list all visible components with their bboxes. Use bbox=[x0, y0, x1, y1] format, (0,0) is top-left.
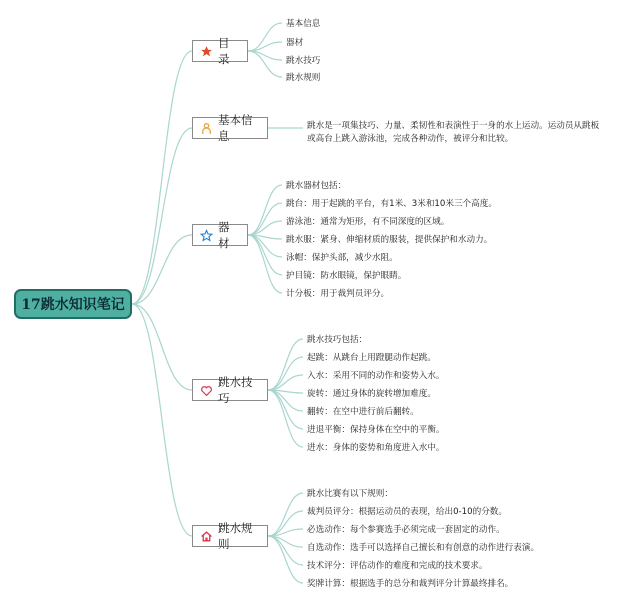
branch-rules[interactable] bbox=[192, 521, 268, 551]
list-item: 护目镜：防水眼镜，保护眼睛。 bbox=[286, 271, 407, 281]
leaf-connector bbox=[248, 203, 282, 235]
house-icon bbox=[200, 530, 213, 543]
branch-label: 基本信息 bbox=[218, 113, 253, 143]
list-item: 进退平衡：保持身体在空中的平衡。 bbox=[307, 425, 445, 435]
list-item: 游泳池：通常为矩形，有不同深度的区域。 bbox=[286, 217, 450, 227]
branch-connector bbox=[132, 235, 192, 304]
list-item: 器材 bbox=[286, 38, 304, 48]
branch-contents[interactable] bbox=[192, 36, 248, 66]
list-item: 跳水技巧包括： bbox=[307, 335, 368, 345]
list-item: 旋转：通过身体的旋转增加难度。 bbox=[307, 389, 436, 399]
list-item: 跳水规则 bbox=[286, 73, 321, 83]
list-item: 计分板：用于裁判员评分。 bbox=[286, 289, 390, 299]
branch-basic-info[interactable] bbox=[192, 113, 268, 143]
branch-label: 器材 bbox=[218, 220, 230, 250]
list-item: 起跳：从跳台上用蹬腿动作起跳。 bbox=[307, 353, 436, 363]
paragraph-text: 跳水是一项集技巧、力量、柔韧性和表演性于一身的水上运动。运动员从跳板或高台上跳入游泳池，完成各种动作，被评分和比较。 bbox=[307, 121, 600, 144]
leaf-connector bbox=[268, 390, 303, 429]
leaf-connector bbox=[268, 536, 303, 583]
list-item: 跳水服：紧身、伸缩材质的服装，提供保护和水动力。 bbox=[286, 235, 493, 245]
list-item: 技术评分：评估动作的难度和完成的技术要求。 bbox=[307, 561, 488, 571]
list-item: 入水：采用不同的动作和姿势入水。 bbox=[307, 371, 445, 381]
branch-techniques[interactable] bbox=[192, 375, 268, 405]
leaf-connector bbox=[248, 235, 282, 275]
heart-icon bbox=[200, 384, 213, 397]
list-item: 基本信息 bbox=[286, 19, 321, 29]
leaf-connector bbox=[248, 235, 282, 293]
list-item: 泳帽：保护头部，减少水阻。 bbox=[286, 253, 398, 263]
branch-connector bbox=[132, 128, 192, 304]
branch-connector bbox=[132, 51, 192, 304]
branch-equipment[interactable] bbox=[192, 220, 248, 250]
list-item: 跳台：用于起跳的平台，有1米、3米和10米三个高度。 bbox=[286, 199, 497, 209]
branch-label: 跳水技巧 bbox=[218, 375, 253, 405]
list-item: 跳水器材包括： bbox=[286, 181, 347, 191]
list-item: 必选动作：每个参赛选手必须完成一套固定的动作。 bbox=[307, 525, 505, 535]
list-item: 裁判员评分：根据运动员的表现，给出0-10的分数。 bbox=[307, 507, 507, 517]
branch-label: 目录 bbox=[218, 36, 230, 66]
star-outline-icon bbox=[200, 229, 213, 242]
root-node[interactable] bbox=[14, 289, 132, 319]
leaf-connector bbox=[268, 390, 303, 447]
branch-connector bbox=[132, 304, 192, 390]
list-item: 进水：身体的姿势和角度进入水中。 bbox=[307, 443, 445, 453]
branch-connector bbox=[132, 304, 192, 536]
star-icon bbox=[200, 45, 213, 58]
list-item: 跳水技巧 bbox=[286, 56, 321, 66]
person-icon bbox=[200, 122, 213, 135]
branch-label: 跳水规则 bbox=[218, 521, 253, 551]
list-item: 翻转：在空中进行前后翻转。 bbox=[307, 407, 419, 417]
root-title: 17跳水知识笔记 bbox=[21, 297, 125, 313]
list-item: 跳水比赛有以下规则： bbox=[307, 489, 393, 499]
list-item: 奖牌计算：根据选手的总分和裁判评分计算最终排名。 bbox=[307, 579, 514, 589]
leaf-connector bbox=[268, 357, 303, 390]
list-item: 自选动作：选手可以选择自己擅长和有创意的动作进行表演。 bbox=[307, 543, 540, 553]
